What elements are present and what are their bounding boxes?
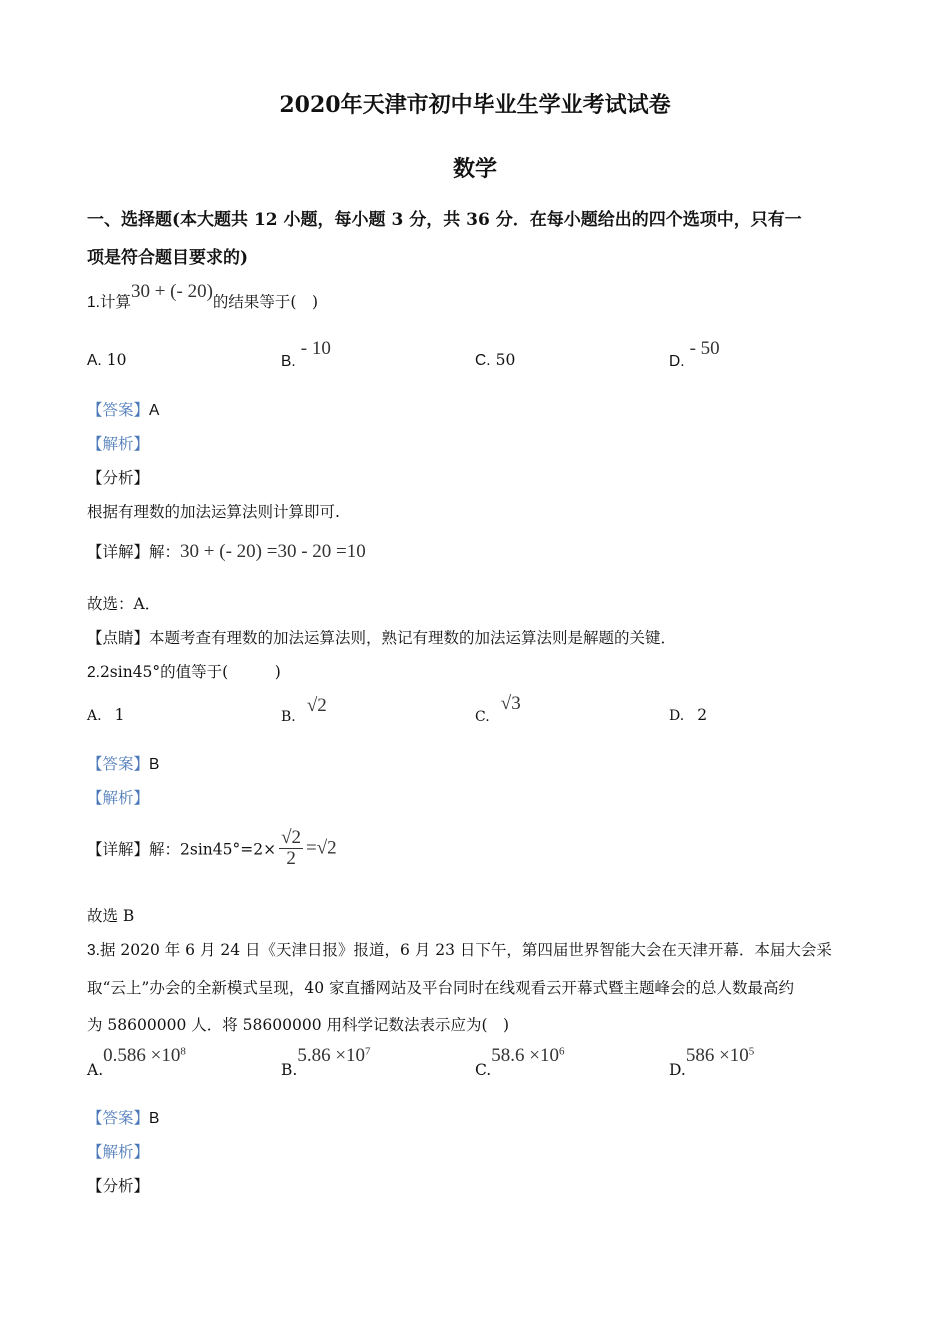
dianjing-text: 本题考查有理数的加法运算法则，熟记有理数的加法运算法则是解题的关键．: [149, 629, 677, 647]
q1-dianjing: [87, 626, 676, 648]
option-value: 50: [495, 351, 516, 369]
dianjing-tag: 【点睛】: [87, 629, 150, 647]
answer-tag: 【答案】: [87, 401, 150, 419]
option-letter: A.: [87, 352, 102, 369]
option-value: 10: [106, 351, 127, 369]
option-letter: D.: [669, 708, 685, 724]
question-text: 据 2020 年 6 月 24 日《天津日报》报道，6 月 23 日下午，第四届世界智能大会在天津开幕．本届大会采: [99, 941, 832, 959]
q2-option-b[interactable]: [281, 695, 327, 725]
q3-option-a[interactable]: [87, 1045, 186, 1079]
q1-detail: [87, 540, 366, 563]
math-expression: 30 + (- 20): [130, 281, 213, 302]
q1-fenxi-text: 根据有理数的加法运算法则计算即可.: [87, 503, 340, 521]
option-value: 586 ×10: [685, 1045, 749, 1066]
q2-detail: [87, 828, 337, 869]
q1-fenxi-tag: 【分析】: [87, 469, 150, 487]
answer-value: B: [149, 1110, 160, 1127]
question-2: [87, 660, 281, 682]
q1-answer: [87, 398, 159, 420]
option-letter: B.: [281, 709, 296, 725]
option-letter: C.: [475, 709, 490, 725]
q3-fenxi-tag: 【分析】: [87, 1177, 150, 1195]
option-exponent: 5: [748, 1045, 755, 1058]
option-letter: A.: [87, 1061, 104, 1079]
detail-prefix: 解：: [149, 543, 181, 561]
subject-title: 数学: [452, 156, 497, 182]
option-value: 5.86 ×10: [297, 1045, 366, 1066]
q1-option-d[interactable]: [669, 338, 720, 370]
q2-choose: 故选 B: [87, 907, 135, 925]
option-value: 58.6 ×10: [491, 1045, 559, 1066]
fraction-numerator: √2: [281, 827, 302, 848]
option-value: √3: [500, 693, 521, 714]
q3-answer: [87, 1106, 159, 1128]
detail-tag: 【详解】: [87, 543, 150, 561]
option-letter: D.: [669, 1061, 686, 1079]
answer-tag: 【答案】: [87, 1109, 150, 1127]
math-expression: =√2: [306, 837, 337, 859]
option-letter: A.: [87, 708, 102, 724]
fraction-denominator: 2: [286, 847, 296, 869]
document-title: 2020年天津市初中毕业生学业考试试卷: [279, 92, 671, 118]
question-3-line3: 为 58600000 人．将 58600000 用科学记数法表示应为( ): [87, 1016, 510, 1034]
option-value: - 50: [689, 338, 720, 359]
answer-tag: 【答案】: [87, 755, 150, 773]
option-exponent: 8: [180, 1045, 186, 1058]
math-expression: 30 + (- 20) =30 - 20 =10: [180, 541, 366, 562]
answer-value: A: [149, 402, 160, 419]
q1-analysis-tag: 【解析】: [87, 435, 150, 453]
q3-option-d[interactable]: [669, 1045, 755, 1079]
fraction: [279, 828, 303, 869]
answer-value: B: [149, 756, 160, 773]
option-value: - 10: [300, 338, 331, 359]
option-exponent: 7: [365, 1045, 371, 1058]
q1-option-c[interactable]: [475, 350, 515, 370]
q3-option-b[interactable]: [281, 1045, 371, 1079]
option-letter: C.: [475, 352, 491, 369]
option-value: 0.586 ×10: [103, 1045, 181, 1066]
question-text: 2sin45°的值等于( ): [99, 663, 281, 681]
option-exponent: 6: [558, 1045, 565, 1058]
q2-option-d[interactable]: [669, 705, 707, 724]
option-letter: D.: [669, 353, 685, 370]
question-number: 1.: [87, 294, 100, 311]
question-3-line2: 取“云上”办会的全新模式呈现，40 家直播网站及平台同时在线观看云开幕式暨主题峰会的总人数最高约: [87, 979, 795, 997]
option-value: 2: [697, 706, 708, 724]
section-heading-line2: 项是符合题目要求的): [87, 248, 249, 268]
detail-prefix: 解：2sin45°=2×: [149, 840, 277, 859]
section-heading-line1: 一、选择题(本大题共 12 小题，每小题 3 分，共 36 分．在每小题给出的四个选项中，只有一: [87, 210, 802, 230]
question-number: 2.: [87, 664, 100, 681]
detail-tag: 【详解】: [87, 840, 150, 859]
q2-analysis-tag: 【解析】: [87, 789, 150, 807]
q2-option-c[interactable]: [475, 693, 521, 725]
q1-option-a[interactable]: [87, 350, 126, 370]
question-3-line1: [87, 938, 832, 960]
option-letter: B.: [281, 1061, 298, 1079]
question-text: 的结果等于( ): [212, 293, 319, 311]
q2-option-a[interactable]: [87, 705, 125, 724]
q3-option-c[interactable]: [475, 1045, 565, 1079]
option-letter: C.: [475, 1061, 492, 1079]
q1-choose: 故选：A．: [87, 595, 161, 613]
question-text: 计算: [99, 293, 131, 311]
q1-option-b[interactable]: [281, 338, 331, 370]
option-letter: B.: [281, 353, 296, 370]
question-1: [87, 281, 319, 313]
question-number: 3.: [87, 942, 100, 959]
option-value: 1: [114, 706, 125, 724]
option-value: √2: [306, 695, 327, 716]
q3-analysis-tag: 【解析】: [87, 1143, 150, 1161]
q2-answer: [87, 752, 159, 774]
